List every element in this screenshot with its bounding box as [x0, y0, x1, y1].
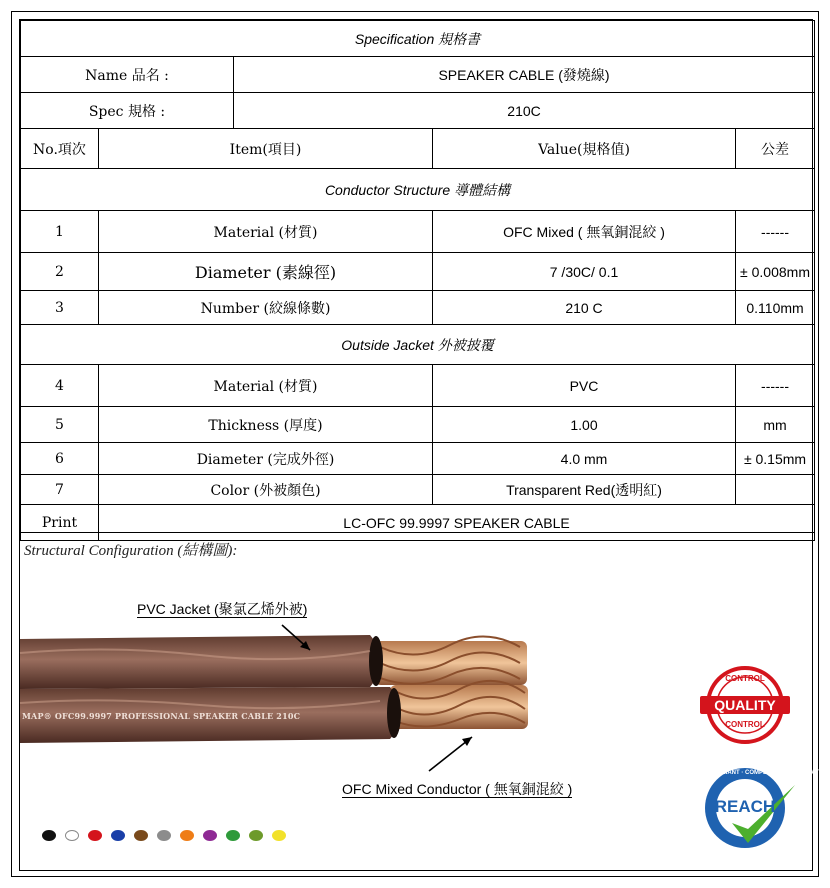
- name-value: SPEAKER CABLE (發燒線): [234, 57, 815, 93]
- row-no: 3: [21, 291, 99, 325]
- print-value: LC-OFC 99.9997 SPEAKER CABLE: [99, 505, 815, 541]
- spec-sheet: [11, 11, 826, 877]
- reach-text: REACH: [714, 797, 776, 816]
- row-value: OFC Mixed ( 無氧銅混絞 ): [433, 211, 736, 253]
- diagram-title: Structural Configuration (結構圖):: [24, 543, 238, 559]
- spec-sheet-inner: [19, 19, 826, 871]
- col-header-value: Value(規格值): [433, 129, 736, 169]
- row-value: 7 /30C/ 0.1: [433, 253, 736, 291]
- row-tolerance: mm: [736, 407, 815, 443]
- jacket-label: PVC Jacket (聚氯乙烯外被): [137, 601, 308, 617]
- row-value: PVC: [433, 365, 736, 407]
- row-value: 1.00: [433, 407, 736, 443]
- spec-value: 210C: [234, 93, 815, 129]
- col-header-no: No.項次: [21, 129, 99, 169]
- pvc-jacket: [20, 635, 401, 743]
- print-label: Print: [21, 505, 99, 541]
- color-swatch: [249, 830, 263, 841]
- color-swatch: [157, 830, 171, 841]
- row-no: 5: [21, 407, 99, 443]
- color-swatch: [203, 830, 217, 841]
- title-row: [21, 21, 815, 57]
- row-item: Thickness (厚度): [99, 407, 433, 443]
- name-row: [21, 57, 815, 93]
- color-swatch: [65, 830, 79, 841]
- row-no: 4: [21, 365, 99, 407]
- quality-bottom-text: CONTROL: [725, 720, 765, 729]
- row-value: 4.0 mm: [433, 443, 736, 475]
- row-item: Diameter (完成外徑): [99, 443, 433, 475]
- upper-conductor: [375, 636, 527, 685]
- color-swatch: [226, 830, 240, 841]
- spec-row: [21, 93, 815, 129]
- spec-table: [20, 20, 815, 541]
- row-tolerance: ------: [736, 365, 815, 407]
- color-swatches: [42, 830, 286, 841]
- row-item: Number (絞線條數): [99, 291, 433, 325]
- row-item: Material (材質): [99, 365, 433, 407]
- table-row: [21, 475, 815, 505]
- section-title-conductor: Conductor Structure 導體結構: [21, 169, 815, 211]
- row-tolerance: ± 0.15mm: [736, 443, 815, 475]
- table-row: [21, 365, 815, 407]
- color-swatch: [180, 830, 194, 841]
- cable-print-text: MAP® OFC99.9997 PROFESSIONAL SPEAKER CABLE 210C: [22, 711, 301, 721]
- column-header-row: [21, 129, 815, 169]
- row-value: Transparent Red(透明紅): [433, 475, 736, 505]
- table-row: [21, 443, 815, 475]
- quality-top-text: CONTROL: [725, 674, 765, 683]
- table-row: [21, 291, 815, 325]
- col-header-item: Item(項目): [99, 129, 433, 169]
- row-tolerance: [736, 475, 815, 505]
- reach-ring-text: COMPLIANT · COMPLIANT · COMPLIANT ·: [704, 770, 826, 776]
- table-row: [21, 407, 815, 443]
- cable-illustration: [20, 533, 826, 873]
- table-row: [21, 211, 815, 253]
- color-swatch: [88, 830, 102, 841]
- row-tolerance: ± 0.008mm: [736, 253, 815, 291]
- name-label: Name 品名 :: [21, 57, 234, 93]
- spec-label: Spec 規格 :: [21, 93, 234, 129]
- conductor-label: OFC Mixed Conductor ( 無氧銅混絞 ): [342, 781, 573, 797]
- row-no: 2: [21, 253, 99, 291]
- row-tolerance: ------: [736, 211, 815, 253]
- section-row-jacket: [21, 325, 815, 365]
- section-title-jacket: Outside Jacket 外被披覆: [21, 325, 815, 365]
- table-row: [21, 253, 815, 291]
- sheet-title: Specification 規格書: [21, 21, 815, 57]
- row-no: 1: [21, 211, 99, 253]
- lower-conductor: [390, 681, 528, 729]
- structural-configuration: [20, 532, 826, 872]
- color-swatch: [134, 830, 148, 841]
- color-swatch: [272, 830, 286, 841]
- color-swatch: [111, 830, 125, 841]
- col-header-tolerance: 公差: [736, 129, 815, 169]
- quality-mid-text: QUALITY: [714, 697, 776, 713]
- row-no: 6: [21, 443, 99, 475]
- row-item: Material (材質): [99, 211, 433, 253]
- row-no: 7: [21, 475, 99, 505]
- row-item: Diameter (素線徑): [99, 253, 433, 291]
- row-value: 210 C: [433, 291, 736, 325]
- section-row-conductor: [21, 169, 815, 211]
- row-item: Color (外被顏色): [99, 475, 433, 505]
- row-tolerance: 0.110mm: [736, 291, 815, 325]
- color-swatch: [42, 830, 56, 841]
